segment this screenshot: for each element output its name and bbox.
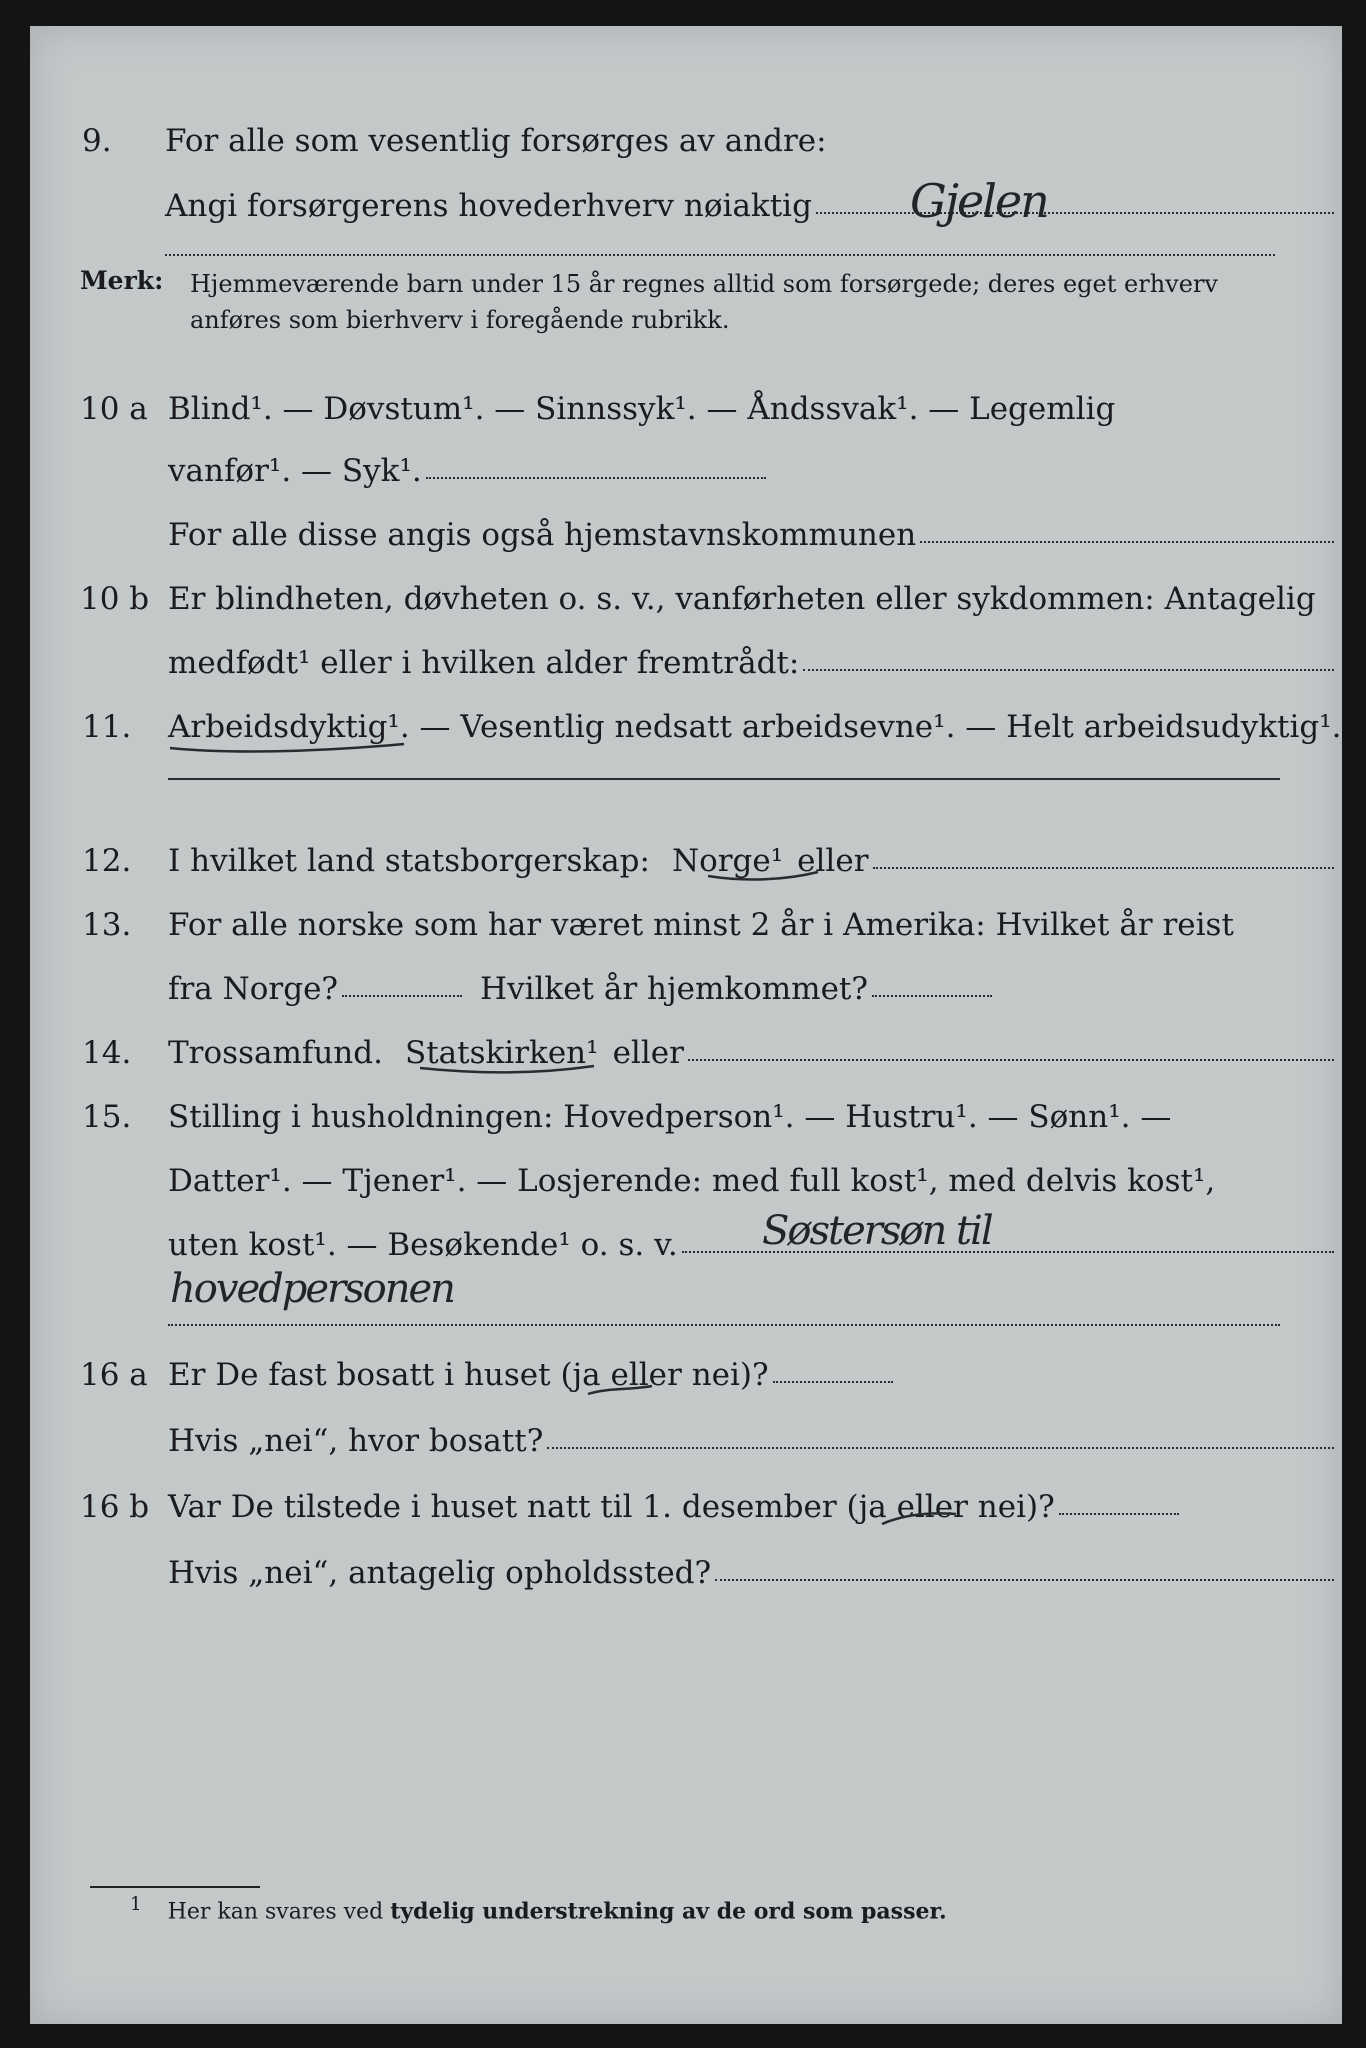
q10a-hometown-line[interactable] (920, 541, 1334, 543)
q10a-answer-line[interactable] (426, 477, 766, 479)
merk-label: Merk: (80, 266, 164, 295)
q15-line-2: Datter¹. — Tjener¹. — Losjerende: med full kost¹, med delvis kost¹, (168, 1163, 1216, 1199)
q16b-line-2: Hvis „nei“, antagelig opholdssted? (168, 1555, 712, 1591)
footnote (130, 1894, 947, 1924)
q13-row-2 (30, 964, 1342, 1014)
q14-number: 14. (82, 1035, 132, 1071)
q10a-row-1 (30, 384, 1342, 434)
q16b-row-1 (30, 1482, 1342, 1532)
q10a-line-1: Blind¹. — Døvstum¹. — Sinnssyk¹. — Åndssvak¹. — Legemlig (168, 391, 1116, 427)
q16a-underline-mark (586, 1384, 656, 1400)
q10a-number: 10 a (80, 391, 148, 427)
q11-underline-mark (168, 738, 408, 758)
q14-answer-line[interactable] (688, 1059, 1334, 1061)
q10a-line-3: For alle disse angis også hjemstavnskommunen (168, 517, 917, 553)
q10b-line-2: medfødt¹ eller i hvilken alder fremtrådt: (168, 645, 800, 681)
q15-row-2 (30, 1156, 1342, 1206)
q9-number: 9. (82, 123, 112, 159)
q10a-row-3 (30, 510, 1342, 560)
merk-note (190, 266, 1218, 338)
q15-number: 15. (82, 1099, 132, 1135)
q14-option-statskirken: Statskirken¹ (404, 1035, 599, 1071)
q12-question: I hvilket land statsborgerskap: (168, 843, 650, 879)
q14-underline-mark (418, 1062, 598, 1082)
q13-line-1: For alle norske som har været minst 2 år i Amerika: Hvilket år reist (168, 907, 1234, 943)
q16b-underline-mark (880, 1510, 960, 1530)
q15-line-1: Stilling i husholdningen: Hovedperson¹. — Hustru¹. — Sønn¹. — (168, 1099, 1172, 1135)
footnote-text-b: tydelig understrekning av de ord som passer. (390, 1898, 947, 1925)
q16a-line-2: Hvis „nei“, hvor bosatt? (168, 1423, 544, 1459)
census-form-page (30, 26, 1342, 2024)
q12-row (30, 836, 1342, 886)
merk-line-2: anføres som bierhverv i foregående rubrikk. (190, 306, 730, 334)
q9-row-2 (30, 181, 1342, 231)
q16a-row-1 (30, 1350, 1342, 1400)
q11-number: 11. (82, 709, 132, 745)
q10a-row-2 (30, 446, 1342, 496)
q10b-answer-line[interactable] (803, 669, 1334, 671)
footnote-text-a: Her kan svares ved (167, 1899, 384, 1925)
q14-row (30, 1028, 1342, 1078)
q13-returned-year-line[interactable] (872, 995, 992, 997)
footnote-rule (90, 1886, 260, 1888)
q15-line-3: uten kost¹. — Besøkende¹ o. s. v. (168, 1227, 678, 1263)
q9-row-1 (30, 116, 1342, 166)
q12-number: 12. (82, 843, 132, 879)
merk-line-1: Hjemmeværende barn under 15 år regnes alltid som forsørgede; deres eget erhverv (190, 270, 1218, 298)
q15-handwritten-answer-1: Søstersøn til (762, 1208, 992, 1254)
q16a-row-2 (30, 1416, 1342, 1466)
footnote-mark: 1 (130, 1894, 142, 1915)
q16a-number: 16 a (80, 1357, 148, 1393)
q13-left-from-norway: fra Norge? (168, 971, 339, 1007)
q10b-row-2 (30, 638, 1342, 688)
q13-number: 13. (82, 907, 132, 943)
q12-option-norge: Norge¹ (671, 843, 784, 879)
q15-row-3 (30, 1220, 1342, 1270)
q14-or: eller (612, 1035, 684, 1071)
q9-answer-line[interactable] (816, 212, 1334, 214)
q9-line-2: Angi forsørgerens hovederhverv nøiaktig (165, 188, 812, 224)
q16b-answer-line[interactable] (1059, 1513, 1179, 1515)
q12-or: eller (797, 843, 869, 879)
q11-answer-line[interactable] (168, 778, 1280, 780)
q15-handwritten-answer-2: hovedpersonen (170, 1266, 454, 1312)
q16a-answer-line[interactable] (773, 1381, 893, 1383)
q16b-number: 16 b (80, 1489, 150, 1525)
q13-row-1 (30, 900, 1342, 950)
q14-question: Trossamfund. (168, 1035, 383, 1071)
q16a-line-1: Er De fast bosatt i huset (ja eller nei)? (168, 1357, 769, 1393)
q16b-line-1: Var De tilstede i huset natt til 1. desember (ja eller nei)? (168, 1489, 1055, 1525)
q10b-number: 10 b (80, 581, 150, 617)
q15-row-1 (30, 1092, 1342, 1142)
q11-line-1: Arbeidsdyktig¹. — Vesentlig nedsatt arbeidsevne¹. — Helt arbeidsudyktig¹. (168, 709, 1342, 745)
q16b-row-2 (30, 1548, 1342, 1598)
q10b-row-1 (30, 574, 1342, 624)
q12-underline-mark (706, 868, 826, 888)
q10b-line-1: Er blindheten, døvheten o. s. v., vanførheten eller sykdommen: Antagelig (168, 581, 1316, 617)
q12-answer-line[interactable] (873, 867, 1334, 869)
q9-line-1: For alle som vesentlig forsørges av andre: (165, 123, 827, 159)
q13-returned: Hvilket år hjemkommet? (480, 971, 869, 1007)
q13-left-year-line[interactable] (342, 995, 462, 997)
q9-handwritten-answer: Gjelen (910, 174, 1048, 228)
q10a-line-2: vanfør¹. — Syk¹. (168, 453, 422, 489)
q16a-where-line[interactable] (547, 1447, 1334, 1449)
q9-extra-line (165, 254, 1275, 256)
q15-answer-line-2[interactable] (168, 1324, 1280, 1326)
q16b-location-line[interactable] (715, 1579, 1334, 1581)
